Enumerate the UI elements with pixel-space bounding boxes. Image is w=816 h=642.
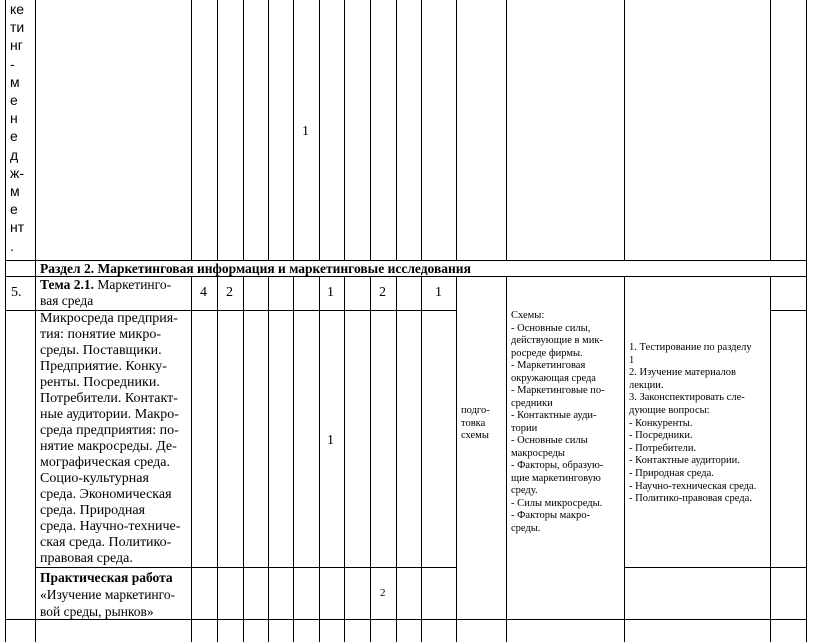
content-line: среда. Научно-техниче- [40,519,181,534]
content-line: Микросреда предприя- [40,311,178,326]
schemes-line: - Контактные ауди- [511,410,597,421]
tasks-line: - Конкуренты. [629,417,693,429]
content-line: среда предприятия: по- [40,423,179,438]
schemes-list [511,310,605,535]
tasks-line: дующие вопросы: [629,404,710,416]
section-header: Раздел 2. Маркетинговая информация и маркетинговые исследования [40,261,471,276]
top-row-value: 1 [302,124,309,139]
schemes-line: - Силы микросреды. [511,497,603,509]
content-line: Потребители. Контакт- [40,391,178,406]
vertical-word-line: ке [10,1,25,17]
vertical-word-line: е [10,128,18,145]
schemes-line: - Маркетинговая [511,360,586,371]
row-number: 5. [11,285,22,300]
content-line: правовая среда. [40,551,133,566]
content-line: среда. Природная [40,503,146,518]
schemes-line: - Основные силы [511,435,588,446]
topic-value-c7: 2 [379,285,386,300]
vertical-word-line: м [10,183,20,200]
vertical-word-line: ж- [10,164,25,181]
vertical-word-line: м [10,73,20,90]
vertical-word-line: ти [10,19,25,36]
schemes-line: - Факторы макро- [511,510,591,521]
tasks-line: - Потребители. [629,442,697,454]
schemes-line: - Основные силы, [511,322,591,334]
schemes-line: средники [511,397,553,409]
tasks-line: 1 [629,354,635,366]
topic-value-c2: 2 [226,285,233,300]
vertical-word-line: нт [10,219,25,236]
tasks-line: - Посредники. [629,430,693,442]
content-line: ренты. Посредники. [40,375,160,390]
vertical-word-line: е [10,92,18,109]
content-line: ные аудитории. Макро- [40,407,179,422]
schemes-line: среды. [511,522,541,534]
vertical-word-line: н [10,110,18,127]
practical-work-line: «Изучение маркетинго- [40,587,176,602]
practical-work-line: вой среды, рынков» [40,604,154,619]
tasks-line: - Контактные аудитории. [629,455,740,467]
schemes-line: макросреды [511,447,565,459]
tasks-line: 2. Изучение материалов [629,367,737,379]
schemes-line: тории [511,422,538,434]
form-line: схемы [461,430,489,441]
content-line: тия: понятие микро- [40,327,162,342]
practical-work-title: Практическая работа [40,570,173,585]
tasks-line: 1. Тестирование по разделу [629,342,752,353]
topic-value-c1: 4 [200,285,207,300]
content-line: ская среда. Политико- [40,535,172,550]
tasks-list [629,342,756,506]
tasks-line: - Природная среда. [629,467,714,479]
tasks-line: - Научно-техническая среда. [629,480,757,492]
schemes-line: - Факторы, образую- [511,460,604,471]
tasks-line: - Политико-правовая среда. [629,493,752,505]
content-line: нятие макросреды. Де- [40,439,177,454]
schemes-line: действующие в мик- [511,335,603,346]
content-description [40,311,180,567]
tasks-line: лекции. [629,379,664,391]
form-line: товка [461,417,486,429]
content-line: среды. Поставщики. [40,343,162,358]
topic-value-c5: 1 [327,285,334,300]
vertical-word-line: д [10,146,19,163]
schemes-line: щие маркетинговую [511,472,601,484]
topic-title-line2: вая среда [40,293,94,308]
vertical-word-line: е [10,201,18,218]
content-line: Предприятие. Конку- [40,359,167,374]
topic-title-cell [40,277,171,309]
schemes-line: - Маркетинговые по- [511,385,605,396]
practical-work-cell [40,569,175,620]
schemes-line: росреде фирмы. [511,347,583,359]
tasks-line: 3. Законспектировать сле- [629,392,745,404]
vertical-word-line: нг [10,37,23,54]
content-line: Социо-культурная [40,471,149,486]
schemes-line: среду. [511,485,538,496]
vertical-word-line: . [10,237,14,254]
topic-title-rest: Маркетинго- [93,277,172,292]
topic-value-c9: 1 [435,285,442,300]
content-row-value: 1 [327,433,334,448]
content-line: среда. Экономическая [40,487,172,502]
practical-row-value: 2 [380,587,386,599]
vertical-word-cell [10,0,24,255]
schemes-line: окружающая среда [511,372,596,384]
vertical-word-line: - [10,55,15,72]
content-line: мографическая среда. [40,455,171,470]
form-of-control [461,405,490,443]
topic-title-bold: Тема 2.1. [40,277,94,292]
form-line: подго- [461,405,490,416]
schemes-line: Схемы: [511,310,545,321]
